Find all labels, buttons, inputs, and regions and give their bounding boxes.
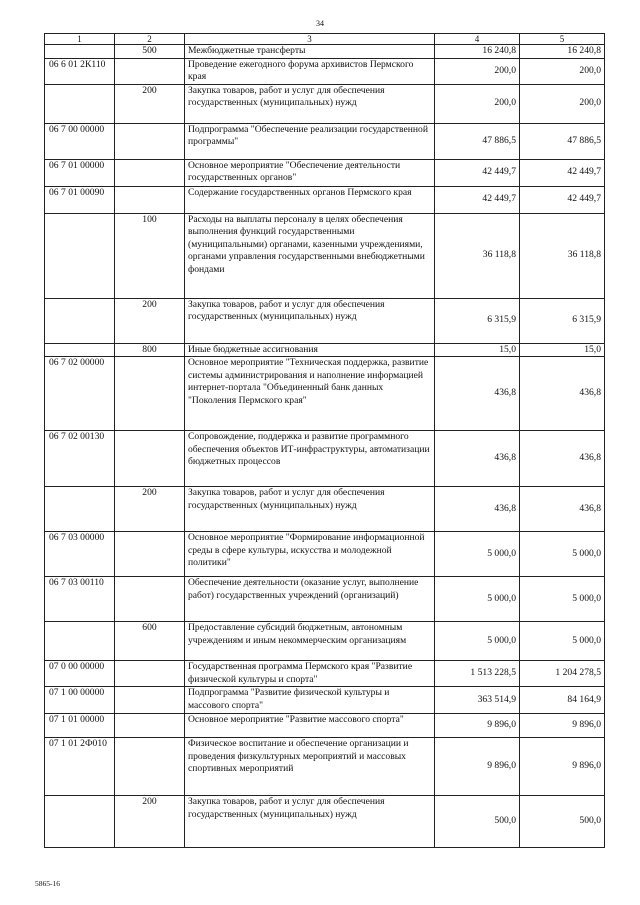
vr-cell [115,58,185,84]
name-cell: Закупка товаров, работ и услуг для обеспечения государственных (муниципальных) нужд [185,298,435,343]
table-row [45,84,605,123]
vr-cell: 200 [115,298,185,343]
code-cell: 06 7 01 00000 [45,159,115,186]
name-cell: Подпрограмма "Развитие физической культуры и массового спорта" [185,687,435,714]
table-row [45,213,605,298]
value-col4-cell: 5 000,0 [435,532,520,577]
table-row [45,343,605,357]
value-col5-cell: 5 000,0 [520,577,605,622]
value-col4-cell: 9 896,0 [435,714,520,738]
vr-cell: 200 [115,796,185,848]
value-col4-cell: 36 118,8 [435,213,520,298]
table-row [45,487,605,532]
value-col5-cell: 200,0 [520,84,605,123]
table-row [45,123,605,159]
table-row [45,357,605,431]
name-cell: Основное мероприятие "Формирование информационной среды в сфере культуры, искусства и молодежной политики" [185,532,435,577]
code-cell [45,343,115,357]
header-cell-1: 1 [45,34,115,45]
code-cell [45,622,115,661]
vr-cell [115,123,185,159]
code-cell [45,45,115,59]
name-cell: Основное мероприятие "Обеспечение деятельности государственных органов" [185,159,435,186]
value-col4-cell: 16 240,8 [435,45,520,59]
code-cell: 06 7 00 00000 [45,123,115,159]
name-cell: Основное мероприятие "Техническая поддержка, развитие системы администрирования и наполнение информацией интернет-портала "Объединенный банк данных "Поколения Пермского края" [185,357,435,431]
name-cell: Основное мероприятие "Развитие массового спорта" [185,714,435,738]
code-cell [45,487,115,532]
table-row [45,58,605,84]
value-col5-cell: 436,8 [520,357,605,431]
value-col5-cell: 1 204 278,5 [520,661,605,687]
vr-cell [115,738,185,796]
value-col5-cell: 200,0 [520,58,605,84]
code-cell [45,796,115,848]
table-row [45,622,605,661]
name-cell: Иные бюджетные ассигнования [185,343,435,357]
value-col5-cell: 9 896,0 [520,738,605,796]
name-cell: Предоставление субсидий бюджетным, автономным учреждениям и иным некоммерческим организациям [185,622,435,661]
header-cell-4: 4 [435,34,520,45]
value-col4-cell: 5 000,0 [435,622,520,661]
name-cell: Закупка товаров, работ и услуг для обеспечения государственных (муниципальных) нужд [185,796,435,848]
value-col5-cell: 42 449,7 [520,186,605,213]
name-cell: Закупка товаров, работ и услуг для обеспечения государственных (муниципальных) нужд [185,84,435,123]
name-cell: Содержание государственных органов Пермского края [185,186,435,213]
value-col4-cell: 500,0 [435,796,520,848]
table-row [45,738,605,796]
value-col4-cell: 1 513 228,5 [435,661,520,687]
value-col4-cell: 9 896,0 [435,738,520,796]
table-row [45,661,605,687]
value-col4-cell: 15,0 [435,343,520,357]
value-col5-cell: 36 118,8 [520,213,605,298]
vr-cell [115,714,185,738]
table-row [45,796,605,848]
name-cell: Межбюджетные трансферты [185,45,435,59]
header-cell-2: 2 [115,34,185,45]
vr-cell [115,186,185,213]
name-cell: Обеспечение деятельности (оказание услуг, выполнение работ) государственных учреждений (организаций) [185,577,435,622]
value-col4-cell: 42 449,7 [435,159,520,186]
table-row [45,687,605,714]
value-col5-cell: 500,0 [520,796,605,848]
code-cell: 07 1 01 2Ф010 [45,738,115,796]
name-cell: Проведение ежегодного форума архивистов Пермского края [185,58,435,84]
value-col4-cell: 47 886,5 [435,123,520,159]
value-col4-cell: 6 315,9 [435,298,520,343]
vr-cell [115,577,185,622]
budget-table [44,33,605,848]
code-cell: 07 1 01 00000 [45,714,115,738]
code-cell [45,84,115,123]
header-cell-3: 3 [185,34,435,45]
value-col4-cell: 436,8 [435,357,520,431]
vr-cell: 800 [115,343,185,357]
vr-cell [115,431,185,487]
value-col4-cell: 42 449,7 [435,186,520,213]
value-col4-cell: 5 000,0 [435,577,520,622]
code-cell: 07 0 00 00000 [45,661,115,687]
name-cell: Расходы на выплаты персоналу в целях обеспечения выполнения функций государственными (муниципальными) органами, казенными учреждениями, органами управления государственными внебюджетными фондами [185,213,435,298]
code-cell: 06 7 02 00130 [45,431,115,487]
table-row [45,431,605,487]
header-cell-5: 5 [520,34,605,45]
header-row [45,34,605,45]
value-col5-cell: 436,8 [520,487,605,532]
vr-cell [115,661,185,687]
value-col5-cell: 6 315,9 [520,298,605,343]
table-row [45,159,605,186]
value-col5-cell: 42 449,7 [520,159,605,186]
table-row [45,186,605,213]
page-number: 34 [316,19,324,28]
name-cell: Подпрограмма "Обеспечение реализации государственной программы" [185,123,435,159]
vr-cell [115,357,185,431]
table-row [45,577,605,622]
vr-cell [115,159,185,186]
value-col4-cell: 436,8 [435,487,520,532]
name-cell: Государственная программа Пермского края "Развитие физической культуры и спорта" [185,661,435,687]
code-cell [45,213,115,298]
value-col5-cell: 9 896,0 [520,714,605,738]
value-col5-cell: 15,0 [520,343,605,357]
vr-cell: 500 [115,45,185,59]
code-cell: 06 6 01 2К110 [45,58,115,84]
table-row [45,45,605,59]
vr-cell: 200 [115,487,185,532]
code-cell: 06 7 02 00000 [45,357,115,431]
vr-cell [115,532,185,577]
code-cell: 06 7 01 00090 [45,186,115,213]
name-cell: Закупка товаров, работ и услуг для обеспечения государственных (муниципальных) нужд [185,487,435,532]
code-cell: 07 1 00 00000 [45,687,115,714]
value-col5-cell: 84 164,9 [520,687,605,714]
value-col5-cell: 5 000,0 [520,622,605,661]
value-col5-cell: 16 240,8 [520,45,605,59]
vr-cell: 100 [115,213,185,298]
code-cell: 06 7 03 00110 [45,577,115,622]
name-cell: Сопровождение, поддержка и развитие программного обеспечения объектов ИТ-инфраструктуры, автоматизации бюджетных процессов [185,431,435,487]
footer-code: 5865-16 [35,879,60,888]
table-row [45,532,605,577]
table-row [45,714,605,738]
code-cell: 06 7 03 00000 [45,532,115,577]
vr-cell [115,687,185,714]
code-cell [45,298,115,343]
value-col5-cell: 47 886,5 [520,123,605,159]
value-col4-cell: 200,0 [435,84,520,123]
table-row [45,298,605,343]
vr-cell: 200 [115,84,185,123]
value-col5-cell: 436,8 [520,431,605,487]
value-col4-cell: 363 514,9 [435,687,520,714]
value-col4-cell: 200,0 [435,58,520,84]
value-col4-cell: 436,8 [435,431,520,487]
name-cell: Физическое воспитание и обеспечение организации и проведения физкультурных мероприятий и массовых спортивных мероприятий [185,738,435,796]
value-col5-cell: 5 000,0 [520,532,605,577]
vr-cell: 600 [115,622,185,661]
